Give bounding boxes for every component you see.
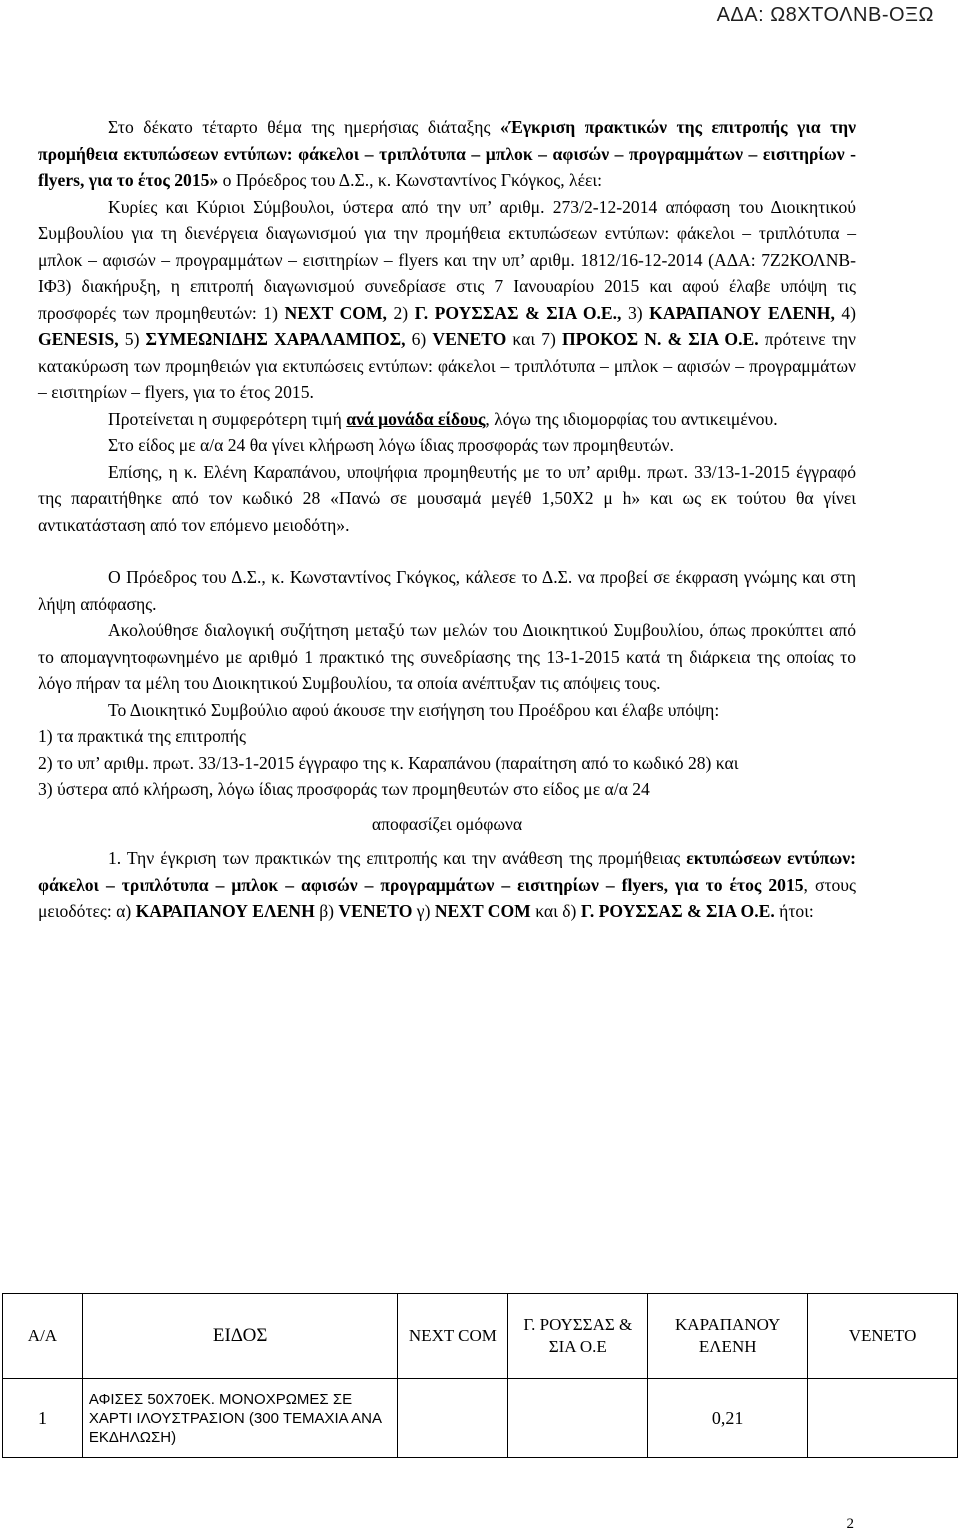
text: και δ): [530, 901, 581, 921]
page-number: 2: [846, 1516, 854, 1532]
text: 1. Την έγκριση των πρακτικών της επιτροπής και την ανάθεση της προμήθειας: [108, 848, 687, 868]
text: 6): [405, 329, 433, 349]
text: 2): [386, 302, 415, 323]
supplier-name: NEXT COM: [434, 901, 531, 921]
supplier-name: NEXT COM,: [284, 302, 387, 323]
paragraph-discussion: Ακολούθησε διαλογική συζήτηση μεταξύ των μελών του Διοικητικού Συμβουλίου, όπως προκύπτει από το απομαγνητοφωνημένο με αριθμό 1 πρακτικό της συνεδρίασης της 13-1-2015 κατά τη διάρκεια της οποίας το λόγο πήραν τα μέλη του Διοικητικού Συμβουλίου, τα οποία ανέπτυξαν τις απόψεις τους.: [38, 620, 856, 693]
paragraph-proposal: [38, 194, 856, 406]
paragraph-price-basis: [38, 406, 856, 433]
text: πρότεινε την κατακύρωση των προμηθειών για εκτυπώσεις εντύπων: φάκελοι – τριπλότυπα – μπλοκ – αφισών – προγραμμάτων – εισιτηρίων – flyers, για το έτος 2015.: [38, 329, 857, 402]
supplier-name: VENETO: [432, 329, 507, 349]
text: , λόγω της ιδιομορφίας του αντικειμένου.: [485, 408, 778, 429]
text: ο Πρόεδρος του Δ.Σ., κ. Κωνσταντίνος Γκόγκος, λέει:: [218, 170, 602, 190]
decision-heading: αποφασίζει ομόφωνα: [371, 813, 523, 834]
col-header-rousas: Γ. ΡΟΥΣΣΑΣ & ΣΙΑ Ο.Ε: [508, 1294, 648, 1379]
decision-item-1: [38, 845, 856, 925]
col-header-next-com: NEXT COM: [398, 1294, 508, 1379]
supplier-name: ΚΑΡΑΠΑΝΟΥ ΕΛΕΝΗ: [135, 901, 315, 921]
considered-item-2: 2) το υπ’ αριθμ. πρωτ. 33/13-1-2015 έγγραφο της κ. Καραπάνου (παραίτηση από το κωδικό 28) και: [38, 752, 739, 773]
considered-item-3: 3) ύστερα από κλήρωση, λόγω ίδιας προσφοράς των προμηθευτών στο είδος με α/α 24: [38, 779, 650, 799]
text: γ): [412, 901, 435, 921]
table-row: [3, 1379, 958, 1458]
table-header-row: [3, 1294, 958, 1379]
col-header-aa: Α/Α: [3, 1294, 83, 1379]
text: Προτείνεται η συμφερότερη τιμή: [108, 408, 347, 429]
text: 3): [621, 302, 650, 323]
supplier-name: GENESIS,: [38, 329, 119, 349]
supplier-name: ΠΡΟΚΟΣ Ν. & ΣΙΑ Ο.Ε.: [561, 329, 759, 349]
paragraph-intro: [38, 114, 856, 194]
col-header-karapanou: ΚΑΡΑΠΑΝΟΥ ΕΛΕΝΗ: [648, 1294, 808, 1379]
cell-karapanou: 0,21: [648, 1379, 808, 1458]
text: Στο δέκατο τέταρτο θέμα της ημερήσιας διάταξης: [108, 117, 500, 137]
cell-rousas: [508, 1379, 648, 1458]
supplier-name: VENETO: [338, 901, 413, 921]
document-body: [38, 114, 856, 925]
supplier-name: Γ. ΡΟΥΣΣΑΣ & ΣΙΑ Ο.Ε.: [580, 901, 775, 921]
cell-aa: 1: [3, 1379, 83, 1458]
cell-veneto: [808, 1379, 958, 1458]
text: β): [314, 901, 339, 921]
supplier-name: Γ. ΡΟΥΣΣΑΣ & ΣΙΑ Ο.Ε.,: [414, 302, 622, 323]
text: Κυρίες και Κύριοι Σύμβουλοι, ύστερα από την υπ’ αριθμ. 273/2-12-2014 απόφαση του Διοικητικού Συμβουλίου για τη διενέργεια διαγωνισμού για την προμήθεια εκτυπώσεων εντύπων: φάκελοι – τριπλότυπα – μπλοκ – αφισών – προγραμμάτων – εισιτηρίων – flyers και την υπ’ αριθμ. 1812/16-12-2014 (ΑΔΑ: 7Ζ2ΚΟΛΝΒ-ΙΦ3) διακήρυξη, η επιτροπή διαγωνισμού συνεδρίασε στις 7 Ιανουαρίου 2015 και αφού έλαβε υπόψη τις προσφορές των προμηθευτών: 1): [38, 196, 856, 323]
paragraph-considered: Το Διοικητικό Συμβούλιο αφού άκουσε την εισήγηση του Προέδρου και έλαβε υπόψη:: [108, 699, 720, 720]
cell-item: ΑΦΙΣΕΣ 50Χ70ΕΚ. ΜΟΝΟΧΡΩΜΕΣ ΣΕ ΧΑΡΤΙ ΙΛΟΥΣΤΡΑΣΙΟΝ (300 ΤΕΜΑΧΙΑ ΑΝΑ ΕΚΔΗΛΩΣΗ): [82, 1379, 398, 1458]
award-table: [2, 1293, 958, 1458]
text: , στους μειοδότες: α): [38, 874, 856, 921]
ada-code: ΑΔΑ: Ω8ΧΤΟΛΝΒ-ΟΞΩ: [716, 4, 934, 26]
paragraph-withdrawal: Επίσης, η κ. Ελένη Καραπάνου, υποψήφια προμηθευτής με το υπ’ αριθμ. πρωτ. 33/13-1-2015 έγγραφό της παραιτήθηκε από τον κωδικό 28 «Πανώ σε μουσαμά μεγέθ 1,50Χ2 μ h» και ως εκ τούτου θα γίνει αντικατάσταση από τον επόμενο μειοδότη».: [38, 461, 856, 535]
text: και 7): [506, 329, 562, 349]
subject-title: εκτυπώσεων εντύπων: φάκελοι – τριπλότυπα – μπλοκ – αφισών – προγραμμάτων – εισιτηρίων – flyers, για το έτος 2015: [38, 848, 856, 895]
considered-item-1: 1) τα πρακτικά της επιτροπής: [38, 726, 246, 746]
supplier-name: ΣΥΜΕΩΝΙΔΗΣ ΧΑΡΑΛΑΜΠΟΣ,: [145, 329, 406, 349]
text: 4): [834, 302, 857, 323]
subject-title: «Έγκριση πρακτικών της επιτροπής για την προμήθεια εκτυπώσεων εντύπων: φάκελοι – τριπλότυπα – μπλοκ – αφισών – προγραμμάτων – εισιτηρίων - flyers, για το έτος 2015»: [38, 117, 856, 190]
col-header-veneto: VENETO: [808, 1294, 958, 1379]
supplier-name: ΚΑΡΑΠΑΝΟΥ ΕΛΕΝΗ,: [649, 302, 835, 323]
text: ήτοι:: [774, 901, 814, 921]
text: 5): [118, 329, 146, 349]
paragraph-lottery: Στο είδος με α/α 24 θα γίνει κλήρωση λόγω ίδιας προσφοράς των προμηθευτών.: [108, 435, 674, 455]
cell-next-com: [398, 1379, 508, 1458]
paragraph-chairman-call: Ο Πρόεδρος του Δ.Σ., κ. Κωνσταντίνος Γκόγκος, κάλεσε το Δ.Σ. να προβεί σε έκφραση γνώμης και στη λήψη απόφασης.: [38, 567, 856, 614]
emphasis-underlined: ανά μονάδα είδους: [346, 408, 486, 429]
col-header-item: ΕΙΔΟΣ: [82, 1294, 398, 1379]
